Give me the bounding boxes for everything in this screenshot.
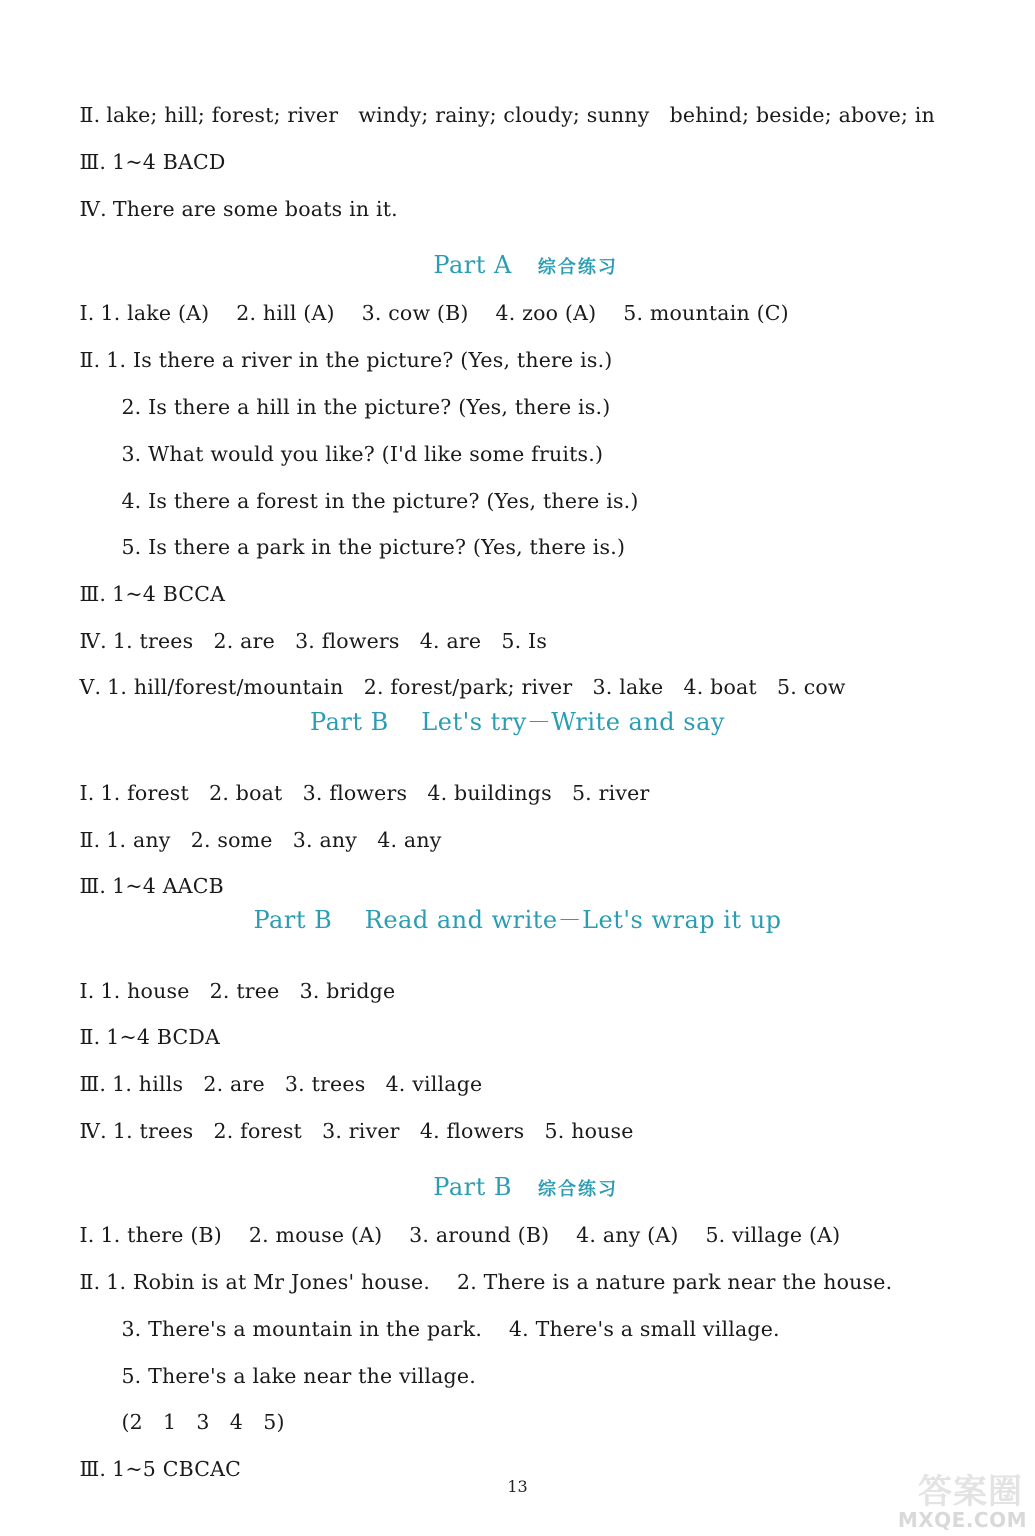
answer-text: 1. hill/forest/mountain 2. forest/park; river 3. lake 4. boat 5. cow	[107, 675, 846, 699]
answer-text: 1~4 BCDA	[106, 1025, 221, 1049]
answer-line	[66, 1001, 220, 1049]
item-number: Ⅱ.	[79, 348, 101, 372]
answer-text: 1. trees 2. forest 3. river 4. flowers 5. house	[112, 1119, 634, 1143]
answer-line	[66, 1048, 482, 1096]
answer-line	[108, 511, 625, 559]
answer-text: 1~4 BCCA	[112, 582, 226, 606]
item-number: Ⅰ.	[79, 1223, 95, 1247]
item-number: Ⅲ.	[79, 582, 107, 606]
answer-text: 2. Is there a hill in the picture? (Yes, there is.)	[121, 395, 611, 419]
answer-line	[108, 371, 610, 419]
answer-line	[66, 173, 398, 221]
answer-text: 5. There's a lake near the village.	[121, 1364, 476, 1388]
answer-text: 1~5 CBCAC	[112, 1457, 242, 1481]
heading-part: Part A	[433, 251, 512, 279]
answer-text: 1. Is there a river in the picture? (Yes, there is.)	[106, 348, 613, 372]
item-number: Ⅲ.	[79, 1072, 107, 1096]
answer-line	[66, 558, 225, 606]
answer-text: 3. What would you like? (I'd like some fruits.)	[121, 442, 604, 466]
answer-text: 1. house 2. tree 3. bridge	[100, 979, 396, 1003]
answer-text: 1. there (B) 2. mouse (A) 3. around (B) 4. any (A) 5. village (A)	[100, 1223, 841, 1247]
answer-text: 1. lake (A) 2. hill (A) 3. cow (B) 4. zoo (A) 5. mountain (C)	[100, 301, 789, 325]
item-number: Ⅱ.	[79, 103, 101, 127]
answer-line	[108, 1340, 476, 1388]
page-number: 13	[507, 1477, 528, 1496]
item-number: Ⅲ.	[79, 150, 107, 174]
item-number: Ⅱ.	[79, 1270, 101, 1294]
answer-text: 1. hills 2. are 3. trees 4. village	[112, 1072, 483, 1096]
item-number: Ⅰ.	[79, 781, 95, 805]
watermark	[899, 1462, 1031, 1534]
section-heading	[0, 223, 1035, 279]
watermark-site: MXQE.COM	[897, 1508, 1027, 1532]
answer-text: 1. forest 2. boat 3. flowers 4. buildings 5. river	[100, 781, 650, 805]
section-heading: Part B Let's try－Write and say	[310, 708, 725, 736]
answer-line	[66, 1246, 892, 1294]
answer-line	[66, 79, 935, 127]
answer-line	[108, 1293, 780, 1341]
answer-line	[66, 757, 650, 805]
answer-line	[108, 465, 639, 513]
section-heading	[0, 1145, 1035, 1201]
item-number: Ⅳ.	[79, 1119, 107, 1143]
answer-text: 1~4 AACB	[112, 874, 224, 898]
answer-text: 3. There's a mountain in the park. 4. There's a small village.	[121, 1317, 780, 1341]
answer-text: 5. Is there a park in the picture? (Yes, there is.)	[121, 535, 626, 559]
section-heading: Part B Read and write－Let's wrap it up	[253, 906, 782, 934]
answer-text: 1. Robin is at Mr Jones' house. 2. There is a nature park near the house.	[106, 1270, 893, 1294]
item-number: Ⅴ.	[79, 675, 102, 699]
item-number: Ⅳ.	[79, 629, 107, 653]
answer-text: 1. trees 2. are 3. flowers 4. are 5. Is	[112, 629, 548, 653]
answer-text: 4. Is there a forest in the picture? (Yes, there is.)	[121, 489, 639, 513]
item-number: Ⅲ.	[79, 874, 107, 898]
item-number: Ⅱ.	[79, 828, 101, 852]
item-number: Ⅱ.	[79, 1025, 101, 1049]
answer-text: 1~4 BACD	[112, 150, 226, 174]
item-number: Ⅲ.	[79, 1457, 107, 1481]
heading-part: Part B	[433, 1173, 513, 1201]
answer-line	[108, 1386, 285, 1434]
item-number: Ⅰ.	[79, 301, 95, 325]
answer-line	[66, 651, 846, 699]
answer-line	[66, 850, 224, 898]
item-number: Ⅳ.	[79, 197, 107, 221]
answer-line	[66, 277, 789, 325]
answer-line	[66, 324, 613, 372]
answer-text: lake; hill; forest; river windy; rainy; cloudy; sunny behind; beside; above; in	[106, 103, 935, 127]
answer-line	[66, 1433, 241, 1481]
answer-line	[66, 804, 442, 852]
answer-line	[66, 1199, 840, 1247]
watermark-logo: 答案圈	[918, 1472, 1023, 1512]
answer-line	[66, 605, 547, 653]
answer-line	[66, 1095, 634, 1143]
answer-text: (2 1 3 4 5)	[121, 1410, 285, 1434]
heading-cn: 综合练习	[538, 1179, 619, 1200]
answer-text: 1. any 2. some 3. any 4. any	[106, 828, 442, 852]
item-number: Ⅰ.	[79, 979, 95, 1003]
answer-line	[66, 126, 226, 174]
answer-line	[108, 418, 603, 466]
answer-text: There are some boats in it.	[112, 197, 398, 221]
answer-line	[66, 955, 395, 1003]
heading-cn: 综合练习	[537, 257, 618, 278]
